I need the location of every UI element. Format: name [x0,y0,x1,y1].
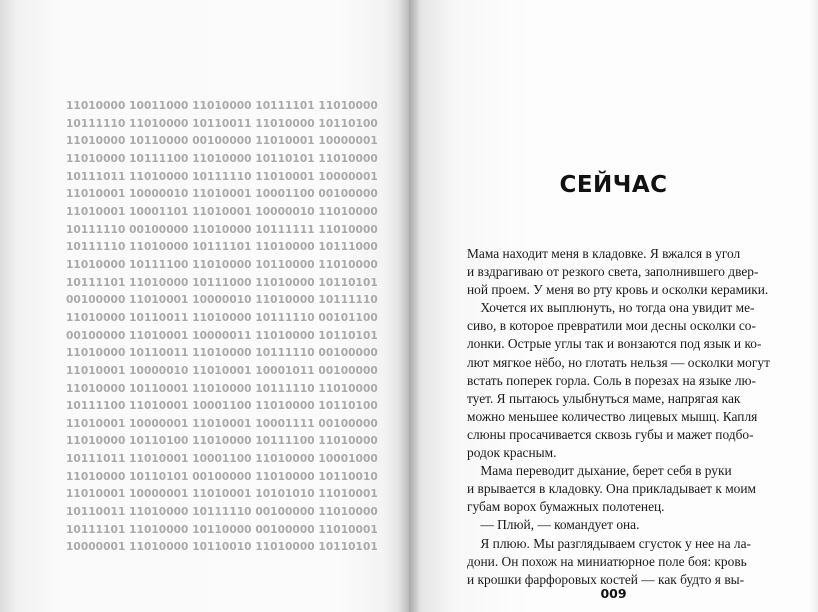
binary-line: 11010001 10000001 11010001 10101010 11010001 [66,488,378,501]
text-line: сиво, в которое превратили мои десны осколки со- [467,318,756,334]
text-line: — Плюй, — командует она. [467,517,640,533]
text-line: Хочется их выплюнуть, но тогда она увидит ме- [467,300,755,316]
binary-line: 11010000 10011000 11010000 10111101 11010000 [66,100,378,112]
binary-line: 11010000 10110011 11010000 10111110 00100000 [66,347,378,360]
text-line: встать поперек горла. Соль в порезах на языке лю- [467,372,756,388]
binary-text-block [66,98,378,557]
text-line: родок красным. [467,445,557,461]
binary-line: 00100000 11010001 10000010 11010000 10111110 [66,294,378,307]
text-line: слюны просачивается сквозь губы и мажет подбо- [467,426,754,442]
binary-line: 11010001 10000001 11010001 10001111 00100000 [66,417,378,430]
text-line: губам ворох бумажных полотенец. [467,499,665,515]
binary-line: 10111011 11010000 10111110 11010001 10000001 [66,170,378,183]
text-line: и врывается в кладовку. Она прикладывает к моим [467,481,757,497]
text-line: лют мягкое нёбо, но глотать нельзя — осколки могут [467,354,770,370]
binary-line: 11010001 10001101 11010001 10000010 11010000 [66,205,378,218]
binary-line: 10111110 11010000 10110011 11010000 10110100 [66,117,378,130]
binary-line: 10111011 11010001 10001100 11010000 10001000 [66,453,378,466]
binary-line: 10111110 11010000 10111101 11010000 10111000 [66,241,378,254]
binary-line: 11010000 10110011 11010000 10111110 00101100 [66,311,378,324]
binary-line: 10111100 11010001 10001100 11010000 10110100 [66,400,378,413]
text-line: ной проем. У меня во рту кровь и осколки керамики. [467,282,769,298]
binary-line: 11010000 10110101 00100000 11010000 10110010 [66,470,378,483]
text-line: лонки. Острые углы так и вонзаются под язык и ко- [467,336,762,352]
text-line: и вздрагиваю от резкого света, заполнившего двер- [467,264,759,280]
binary-line: 11010000 10110100 11010000 10111100 11010000 [66,435,378,448]
binary-line: 11010000 10110001 11010000 10111110 11010000 [66,382,378,395]
binary-line: 10000001 11010000 10110010 11010000 10110101 [66,541,378,554]
text-line: Я плюю. Мы разглядываем сгусток у нее на ла- [467,535,752,551]
book-spine-shadow [398,0,420,612]
chapter-body-text [467,245,770,589]
binary-line: 10111110 00100000 11010000 10111111 11010000 [66,223,378,236]
binary-line: 00100000 11010001 10000011 11010000 10110101 [66,329,378,342]
binary-line: 10111101 11010000 10110000 00100000 11010001 [66,523,378,536]
binary-line: 10110011 11010000 10111110 00100000 11010000 [66,506,378,519]
binary-line: 11010000 10110000 00100000 11010001 10000001 [66,135,378,148]
page-number: 009 [600,586,627,601]
binary-line: 11010001 10000010 11010001 10001100 00100000 [66,188,378,201]
binary-line: 11010000 10111100 11010000 10110000 11010000 [66,258,378,271]
text-line: и крошки фарфоровых костей — как будто я вы- [467,571,745,587]
text-line: Мама находит меня в кладовке. Я вжался в угол [467,246,741,261]
text-line: можно меньшее количество лицевых мышц. Капля [467,408,758,424]
chapter-title: СЕЙЧАС [559,172,668,198]
binary-line: 10111101 11010000 10111000 11010000 10110101 [66,276,378,289]
binary-line: 11010001 10000010 11010001 10001011 00100000 [66,364,378,377]
text-line: тует. Я пытаюсь улыбнуться маме, напрягая как [467,390,741,406]
binary-line: 11010000 10111100 11010000 10110101 11010000 [66,152,378,165]
text-line: Мама переводит дыхание, берет себя в руки [467,463,732,479]
text-line: дони. Он похож на миниатюрное поле боя: кровь [467,553,747,569]
